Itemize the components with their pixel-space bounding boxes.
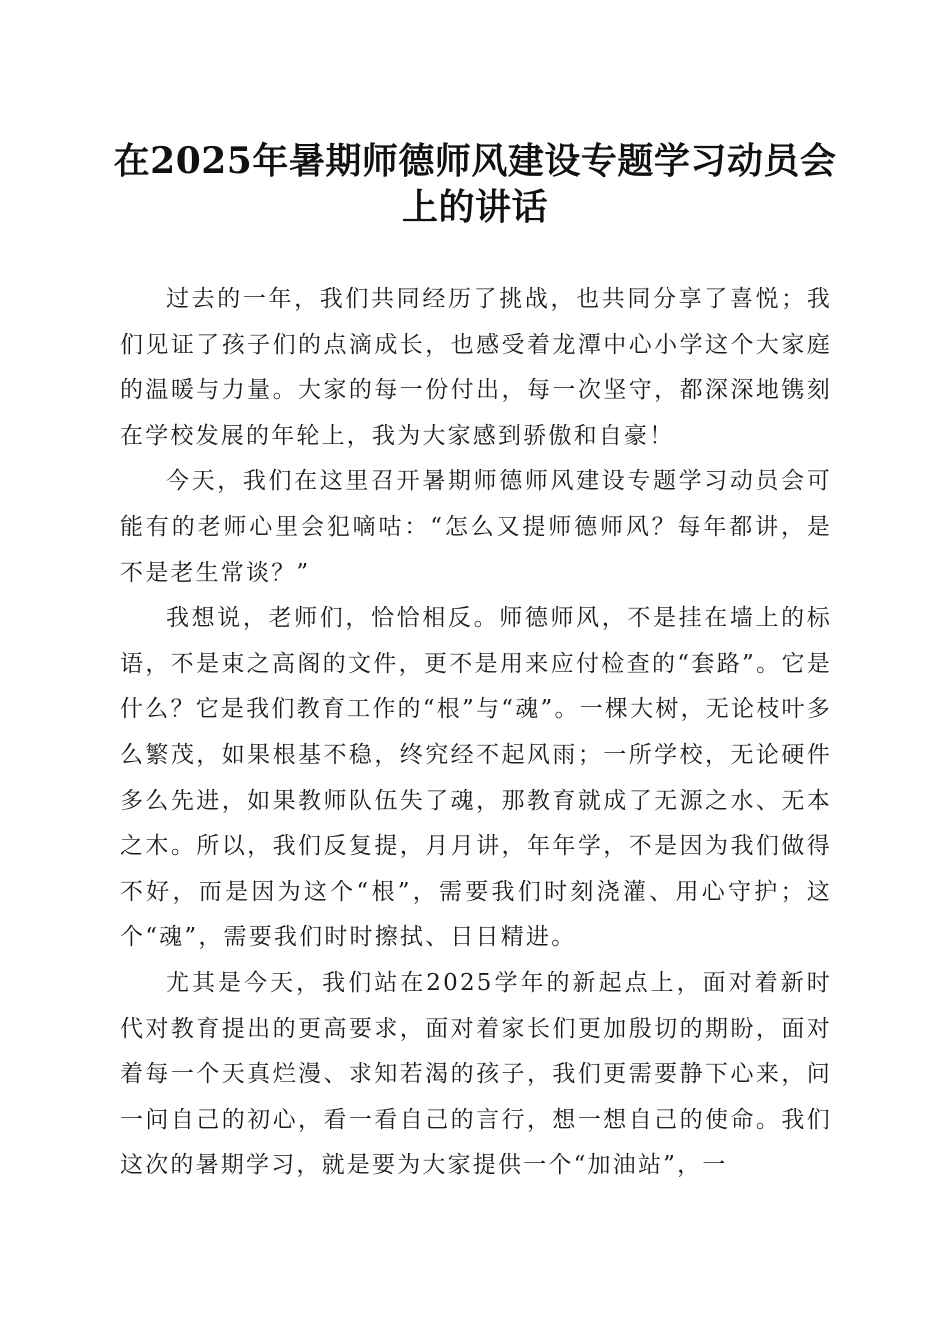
- paragraph: 尤其是今天，我们站在2025学年的新起点上，面对着新时代对教育提出的更高要求，面对着家长们更加殷切的期盼，面对着每一个天真烂漫、求知若渴的孩子，我们更需要静下心来，问一问自己的初心，看一看自己的言行，想一想自己的使命。我们这次的暑期学习，就是要为大家提供一个“加油站”，一: [120, 969, 832, 1179]
- paragraph: 我想说，老师们，恰恰相反。师德师风，不是挂在墙上的标语，不是束之高阁的文件，更不是用来应付检查的“套路”。它是什么？它是我们教育工作的“根”与“魂”。一棵大树，无论枝叶多么繁茂，如果根基不稳，终究经不起风雨；一所学校，无论硬件多么先进，如果教师队伍失了魂，那教育就成了无源之水、无本之木。所以，我们反复提，月月讲，年年学，不是因为我们做得不好，而是因为这个“根”，需要我们时刻浇灌、用心守护；这个“魂”，需要我们时时擦拭、日日精进。: [120, 605, 832, 951]
- paragraph: 过去的一年，我们共同经历了挑战，也共同分享了喜悦；我们见证了孩子们的点滴成长，也感受着龙潭中心小学这个大家庭的温暖与力量。大家的每一份付出，每一次坚守，都深深地镌刻在学校发展的年轮上，我为大家感到骄傲和自豪！: [120, 286, 832, 449]
- paragraph: 今天，我们在这里召开暑期师德师风建设专题学习动员会可能有的老师心里会犯嘀咕：“怎么又提师德师风？每年都讲，是不是老生常谈？”: [120, 468, 832, 586]
- document-title: 在2025年暑期师德师风建设专题学习动员会上的讲话: [113, 140, 837, 228]
- document-body: [120, 277, 832, 1189]
